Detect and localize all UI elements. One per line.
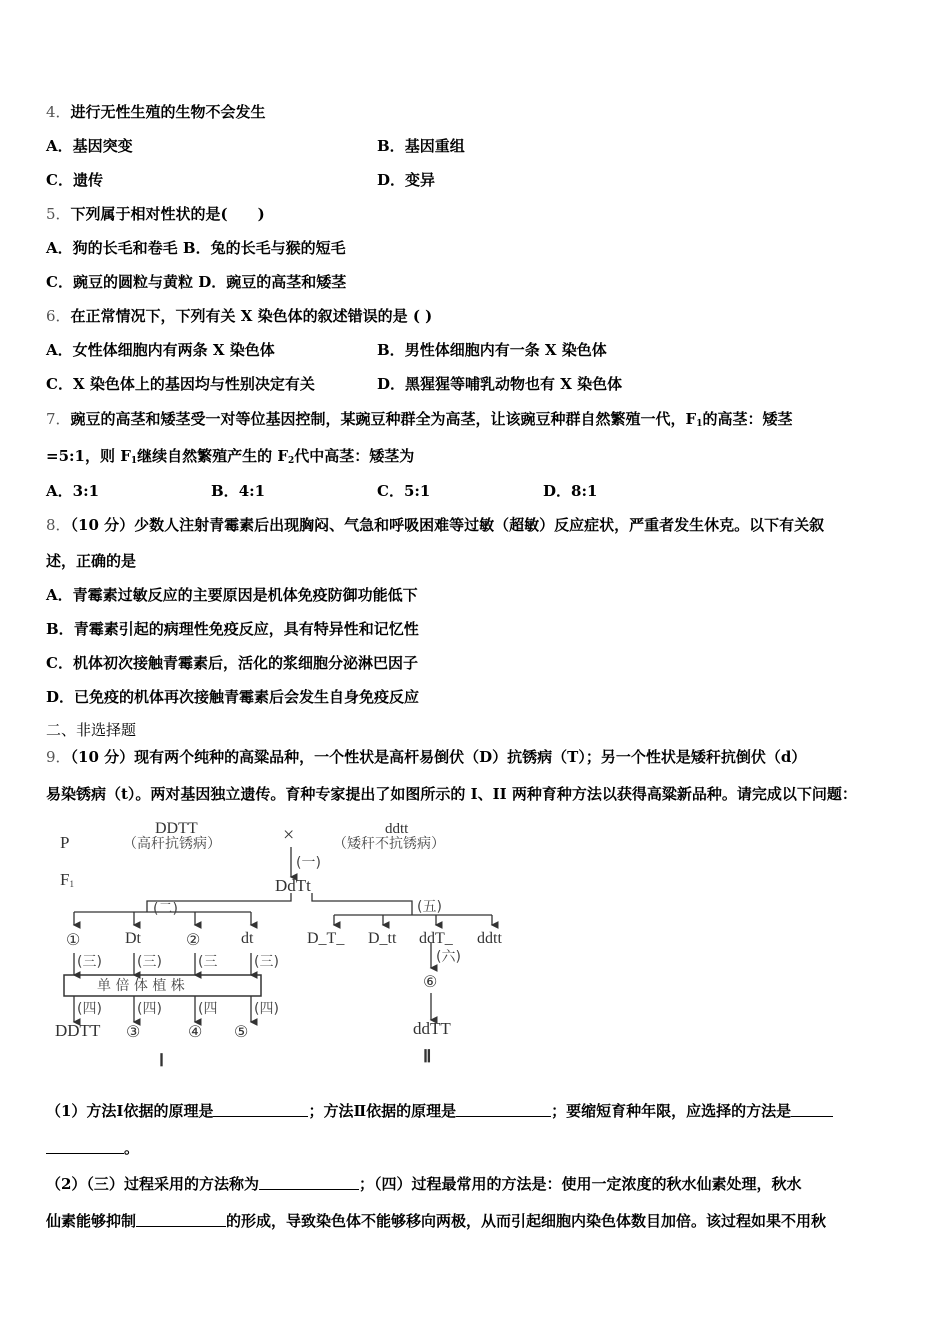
subscript: 1 [130,456,138,466]
question-4-option-c [46,170,103,190]
option-key: C． [46,654,73,672]
step-2-label: (二) [153,901,178,917]
subscript: 1 [696,419,703,429]
method-1-label: Ⅰ [159,1051,165,1070]
question-7-option-a [46,481,99,501]
question-8-option-b [46,619,419,639]
step-4-label: (四) [254,1001,279,1017]
question-9-sub-1-cont [46,1138,139,1158]
step-4-label: (四 [198,1001,218,1017]
question-4-option-b [377,136,465,156]
final-ddtt: ddTT [413,1019,451,1038]
option-key: C． [377,482,404,500]
option-key: A． [46,482,73,500]
option-text: 女性体细胞内有两条 X 染色体 [72,341,275,359]
f2-type-ddtt: ddtt [477,930,502,947]
question-7-stem-line1 [46,409,792,434]
parent2-genotype: ddtt [385,821,409,837]
step-3-label: (三) [254,954,279,970]
option-key: D． [198,273,227,291]
generation-label: F [60,870,70,889]
question-6-option-b [377,340,607,360]
cross-symbol: × [283,824,295,846]
result-ddtt-pure: DDTT [55,1021,101,1040]
question-7-option-d [543,481,597,501]
parent1-genotype: DDTT [155,820,198,837]
question-5-options-ab [46,238,346,258]
generation-label-f1 [60,872,74,892]
question-number: 5． [46,205,71,223]
question-7-option-c [377,481,430,501]
parent1-phenotype: （高秆抗锈病） [123,836,221,852]
option-key: B． [377,137,405,155]
question-text: ；方法Ⅱ依据的原理是 [308,1102,457,1120]
question-number: 7． [46,410,71,428]
punctuation: 。 [124,1139,140,1157]
step-3-label: (三 [198,954,218,970]
question-6-option-a [46,340,275,360]
option-text: 5:1 [403,482,431,500]
question-text: 继续自然繁殖产生的 F [137,447,288,465]
option-key: A． [46,239,73,257]
question-text: =5:1，则 F [46,447,131,465]
step-4-label: (四) [137,1001,162,1017]
f1-genotype: DdTt [275,876,311,895]
question-number: 9． [46,748,71,766]
step-3-label: (三) [137,954,162,970]
question-9-stem-line2 [46,784,857,804]
step-3-label: (三) [77,954,102,970]
question-text: 的形成，导致染色体不能够移向两极，从而引起细胞内染色体数目加倍。该过程如果不用秋 [226,1212,827,1230]
subscript: 2 [288,456,295,466]
option-text: 基因突变 [72,137,133,155]
result-3: ③ [126,1024,141,1041]
question-text: ；要缩短育种年限，应选择的方法是 [551,1102,792,1120]
option-text: 3:1 [72,482,100,500]
method-2-label: Ⅱ [423,1047,432,1066]
step-6-label: (六) [436,949,461,965]
answer-blank[interactable] [213,1102,308,1117]
option-key: B． [377,341,405,359]
question-8-stem-line2 [46,551,136,571]
question-4-option-d [377,170,435,190]
question-text: （1）方法Ⅰ依据的原理是 [46,1102,214,1120]
question-6-option-d [377,374,622,394]
question-number: 6． [46,307,71,325]
option-key: C． [46,171,73,189]
question-text: （10 分）现有两个纯种的高粱品种，一个性状是高杆易倒伏（D）抗锈病（T）；另一个性状是矮秆抗倒伏（d） [70,748,807,766]
option-text: 变异 [405,171,436,189]
option-text: 豌豆的圆粒与黄粒 [72,273,193,291]
question-text: ；（四）过程最常用的方法是：使用一定浓度的秋水仙素处理，秋水 [358,1175,802,1193]
option-key: B． [182,239,211,257]
question-7-stem-line2 [46,446,414,471]
gamete-dt-lower: dt [241,930,254,947]
option-key: A． [46,341,73,359]
step-1-label: (一) [296,855,321,871]
question-text: 述，正确的是 [46,552,137,570]
question-9-sub-2 [46,1174,801,1194]
option-text: 黑猩猩等哺乳动物也有 X 染色体 [405,375,623,393]
answer-blank[interactable] [136,1212,226,1227]
f2-type-d-t: D_T_ [307,930,345,947]
gamete-1: ① [66,932,81,949]
answer-blank[interactable] [46,1139,124,1154]
option-key: C． [46,273,73,291]
answer-blank[interactable] [259,1175,359,1190]
gamete-2: ② [186,932,201,949]
question-4-option-a [46,136,133,156]
question-8-stem-line1 [46,515,824,535]
gamete-dt-upper: Dt [125,930,141,947]
subscript: 1 [69,879,74,889]
haploid-plants-box: 单 倍 体 植 株 [97,978,185,994]
question-text: （2）（三）过程采用的方法称为 [46,1175,259,1193]
option-key: D． [46,688,75,706]
option-text: 青霉素引起的病理性免疫反应，具有特异性和记忆性 [73,620,419,638]
breeding-diagram [55,815,525,1075]
f2-type-dd-t: ddT_ [419,930,453,947]
option-text: X 染色体上的基因均与性别决定有关 [72,375,315,393]
question-9-sub-1 [46,1101,833,1121]
option-key: C． [46,375,73,393]
option-text: 已免疫的机体再次接触青霉素后会发生自身免疫反应 [74,688,420,706]
question-text: 在正常情况下，下列有关 X 染色体的叙述错误的是 ( ) [70,307,433,325]
question-number: 4． [46,103,71,121]
question-text: （10 分）少数人注射青霉素后出现胸闷、气急和呼吸困难等过敏（超敏）反应症状，严重者发生休克。以下有关叙 [70,516,825,534]
question-7-option-b [211,481,265,501]
option-text: 青霉素过敏反应的主要原因是机体免疫防御功能低下 [72,586,418,604]
option-text: 兔的长毛与猴的短毛 [210,239,346,257]
question-5-options-cd [46,272,346,292]
question-text: 代中高茎：矮茎为 [294,447,415,465]
question-8-option-d [46,687,419,707]
answer-blank[interactable] [791,1102,833,1117]
answer-blank[interactable] [456,1102,551,1117]
question-text: 的高茎：矮茎 [702,410,793,428]
option-text: 豌豆的高茎和矮茎 [226,273,347,291]
step-4-label: (四) [77,1001,102,1017]
question-4-stem [46,102,266,122]
question-8-option-c [46,653,418,673]
option-key: B． [46,620,74,638]
option-text: 基因重组 [404,137,465,155]
result-4: ④ [188,1024,203,1041]
option-key: D． [543,482,572,500]
question-text: 进行无性生殖的生物不会发生 [70,103,266,121]
question-number: 8． [46,516,71,534]
option-key: D． [377,375,406,393]
option-text: 狗的长毛和卷毛 [72,239,178,257]
option-text: 男性体细胞内有一条 X 染色体 [404,341,607,359]
question-9-sub-2-cont [46,1211,826,1231]
option-key: B． [211,482,239,500]
option-key: A． [46,586,73,604]
question-text: 仙素能够抑制 [46,1212,137,1230]
question-text: 易染锈病（t）。两对基因独立遗传。育种专家提出了如图所示的 I、II 两种育种方法以获得高粱新品种。请完成以下问题： [46,785,857,803]
question-5-stem [46,204,265,224]
parent2-phenotype: （矮秆不抗锈病） [333,836,445,852]
item-6: ⑥ [423,974,438,991]
option-text: 遗传 [72,171,103,189]
option-key: A． [46,137,73,155]
question-9-stem-line1 [46,747,806,767]
option-key: D． [377,171,406,189]
option-text: 4:1 [238,482,266,500]
question-6-option-c [46,374,315,394]
option-text: 8:1 [571,482,598,500]
generation-label-p: P [60,833,70,852]
section-heading: 二、非选择题 [46,721,137,739]
question-8-option-a [46,585,418,605]
step-5-label: (五) [417,899,442,915]
question-text: 豌豆的高茎和矮茎受一对等位基因控制，某豌豆种群全为高茎，让该豌豆种群自然繁殖一代，F [70,410,697,428]
question-6-stem [46,306,432,326]
question-text: 下列属于相对性状的是( ) [70,205,265,223]
f2-type-d-tt: D_tt [368,930,397,947]
option-text: 机体初次接触青霉素后，活化的浆细胞分泌淋巴因子 [72,654,418,672]
result-5: ⑤ [234,1024,249,1041]
